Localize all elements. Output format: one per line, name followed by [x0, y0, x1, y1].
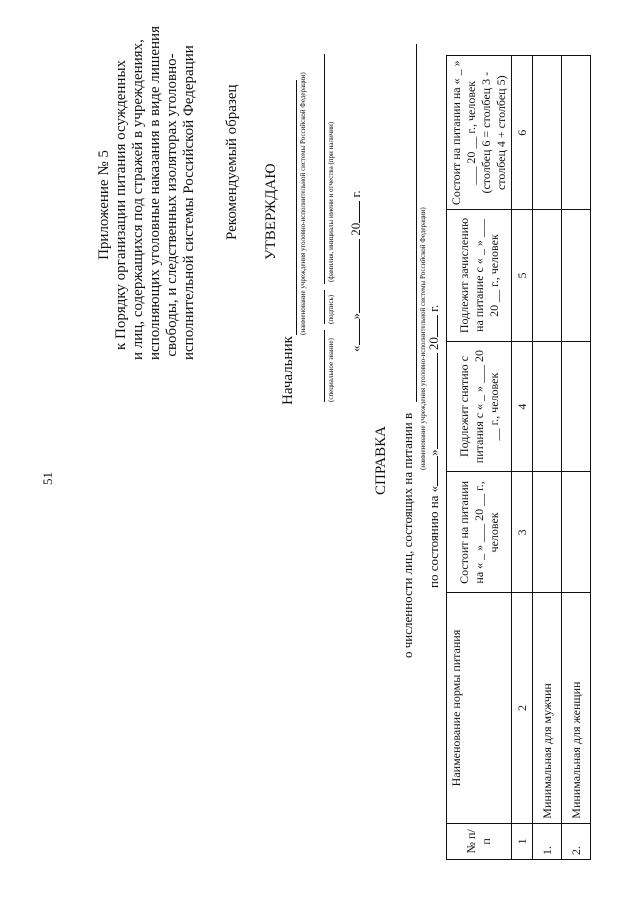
- column-number: 2: [512, 593, 533, 823]
- appendix-line: исполняющих уголовные наказания в виде лишения: [147, 26, 163, 360]
- approve-year-suffix: г.: [348, 190, 363, 198]
- row-cell[interactable]: [562, 472, 591, 593]
- certificate-institution-caption: (наименование учреждения уголовно-исполнительной системы Российской Федерации): [419, 207, 427, 470]
- row-name: Минимальная для мужчин: [533, 593, 562, 823]
- header-cell: Состоит на питании на « _ » ___ 20 __ г., человек: [447, 472, 512, 593]
- state-close: »: [426, 449, 441, 456]
- population-table: [446, 55, 591, 860]
- appendix-block: [96, 26, 198, 360]
- appendix-line: исполнительной системы Российской Федерации: [181, 45, 197, 360]
- column-number-row: [512, 56, 533, 860]
- header-cell: № п/п: [447, 823, 512, 859]
- approve-date: [348, 190, 364, 352]
- column-number: 4: [512, 341, 533, 472]
- date-open: «: [348, 345, 363, 352]
- date-close: »: [348, 313, 363, 320]
- row-cell[interactable]: [562, 341, 591, 472]
- appendix-line: свободы, и следственных изоляторах уголовно-: [164, 53, 180, 357]
- row-cell[interactable]: [533, 210, 562, 341]
- header-cell: Наименование нормы питания: [447, 593, 512, 823]
- row-number: 2.: [562, 823, 591, 859]
- header-cell: Подлежит снятию с питания с « _ » ___ 20 __ г., человек: [447, 341, 512, 472]
- institution-caption: (наименование учреждения уголовно-исполнительной системы Российской Федерации): [299, 72, 307, 335]
- row-cell[interactable]: [533, 472, 562, 593]
- appendix-line: и лиц, содержащихся под стражей в учреждениях,: [130, 39, 146, 360]
- appendix-title: Приложение № 5: [96, 150, 112, 260]
- column-number: 1: [512, 823, 533, 859]
- certificate-institution-line: [416, 44, 417, 402]
- row-cell[interactable]: [562, 56, 591, 210]
- column-number: 5: [512, 210, 533, 341]
- name-caption: (фамилия, инициалы имени и отчества (при наличии): [327, 121, 335, 282]
- row-number: 1.: [533, 823, 562, 859]
- rank-caption: (специальное звание): [327, 338, 335, 402]
- rotated-sheet: [18, 26, 583, 880]
- header-cell: Подлежит зачислению на питание с « _ » ___ 20 __ г., человек: [447, 210, 512, 341]
- signature-line: [324, 290, 325, 324]
- name-line: [324, 54, 325, 284]
- chief-label: Начальник: [280, 336, 296, 405]
- approve-title: УТВЕРЖДАЮ: [263, 163, 279, 260]
- state-year: 20: [426, 337, 441, 351]
- state-prefix: по состоянию на «: [426, 485, 441, 588]
- row-cell[interactable]: [533, 56, 562, 210]
- signature-caption: (подпись): [327, 294, 335, 324]
- column-number: 6: [512, 56, 533, 210]
- table-row: [562, 56, 591, 860]
- certificate-line1: о численности лиц, состоящих на питании в: [400, 412, 415, 658]
- rank-line: [324, 330, 325, 402]
- row-cell[interactable]: [533, 341, 562, 472]
- table-header-row: [447, 56, 512, 860]
- institution-line: [296, 80, 297, 335]
- row-cell[interactable]: [562, 210, 591, 341]
- appendix-line: к Порядку организации питания осужденных: [113, 59, 129, 351]
- page-number: 51: [40, 472, 55, 485]
- row-name: Минимальная для женщин: [562, 593, 591, 823]
- header-cell: Состоит на питании на « _ » ___ 20 __ г., человек (столбец 6 = столбец 3 - столбец 4 + столбец 5): [447, 56, 512, 210]
- recommended-sample: Рекомендуемый образец: [224, 84, 240, 240]
- state-year-suffix: г.: [426, 304, 441, 312]
- column-number: 3: [512, 472, 533, 593]
- certificate-title: СПРАВКА: [373, 426, 389, 495]
- certificate-state: [426, 305, 442, 588]
- table-row: [533, 56, 562, 860]
- approve-year: 20: [348, 222, 363, 236]
